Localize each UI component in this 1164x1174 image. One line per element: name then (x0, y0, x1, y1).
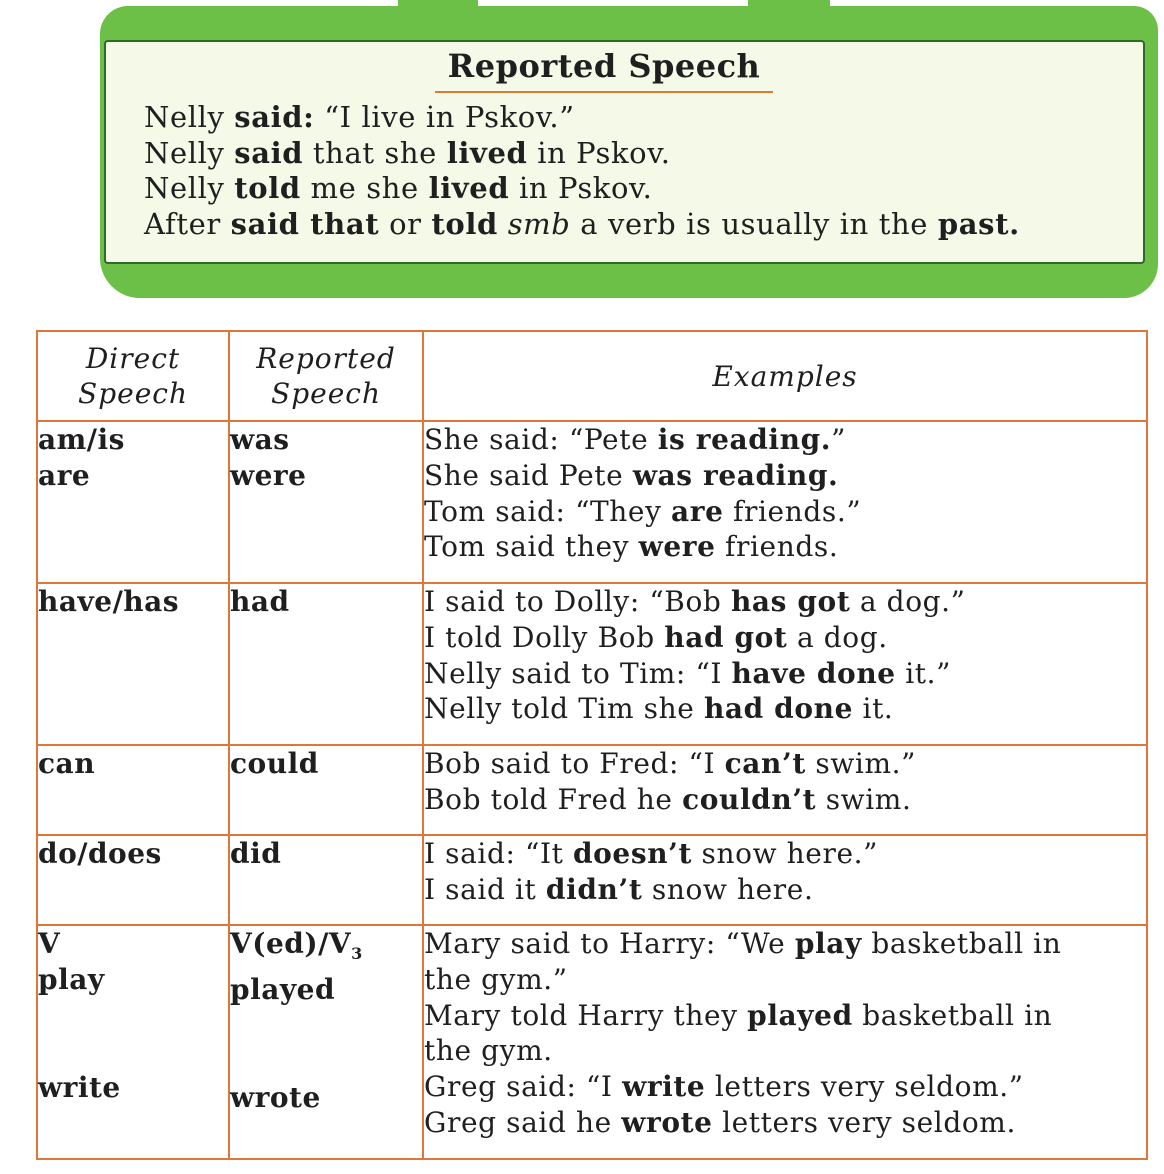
text: I said: “It (424, 837, 573, 870)
bold-text: are (671, 494, 724, 528)
example-line (424, 926, 1146, 962)
table-row (37, 583, 1147, 745)
bold-text: didn’t (545, 872, 643, 906)
table-row (37, 925, 1147, 1159)
reported-speech-cell (229, 745, 423, 835)
text: Tom said they (424, 530, 639, 564)
text: letters very seldom. (712, 1105, 1016, 1139)
example-line (424, 782, 1146, 818)
text: that she (303, 135, 447, 170)
reported-speech-cell (229, 421, 423, 583)
text: a dog.” (850, 585, 966, 618)
text: letters very seldom.” (705, 1070, 1024, 1104)
verb-form: $V(ed)/V_3$ (230, 927, 363, 963)
text: Mary said to Harry: “We (424, 927, 795, 960)
text: Bob said to Fred: “I (424, 747, 725, 780)
text: She said Pete (424, 458, 633, 492)
direct-speech-cell (37, 421, 229, 583)
text: Nelly (144, 135, 235, 170)
text: Bob told Fred he (424, 782, 683, 816)
header-reported-line: Speech (271, 377, 381, 410)
example-line (424, 458, 1146, 494)
bold-text: has got (730, 585, 851, 618)
text: She said: “Pete (424, 423, 658, 456)
verb-form: can (38, 747, 96, 780)
rule-line (144, 100, 1020, 136)
text: ” (831, 423, 847, 456)
text: I told Dolly Bob (424, 620, 665, 654)
rule-box-title: Reported Speech (435, 47, 773, 93)
text: a verb is usually in the (570, 206, 938, 241)
direct-speech-cell (37, 745, 229, 835)
verb-form: play (38, 963, 105, 996)
header-direct-line: Direct (85, 342, 181, 375)
bold-text: told (234, 171, 301, 206)
text: friends.” (723, 494, 862, 528)
verb-form: had (230, 585, 290, 618)
example-line (424, 656, 1146, 692)
text: “I live in Pskov.” (314, 100, 575, 134)
table-row (37, 835, 1147, 925)
text: it.” (895, 656, 952, 690)
example-line (424, 836, 1146, 872)
bold-text: lived (428, 171, 510, 206)
verb-form: wrote (230, 1081, 321, 1114)
rule-line (144, 207, 1020, 243)
text: it. (853, 692, 894, 726)
text: friends. (715, 530, 839, 564)
bold-text: is reading. (657, 423, 832, 456)
text: snow here. (642, 872, 814, 906)
text: After (144, 206, 231, 241)
text: Tom said: “They (424, 494, 671, 528)
example-line (424, 422, 1146, 458)
text: in Pskov. (509, 171, 653, 206)
text: a dog. (787, 620, 888, 654)
text: the gym. (424, 1034, 553, 1068)
bold-text: past. (937, 206, 1020, 241)
verb-form: have/has (38, 585, 180, 618)
direct-speech-cell (37, 925, 229, 1159)
examples-cell (423, 745, 1147, 835)
example-line (424, 691, 1146, 727)
verb-form: am/is (38, 423, 125, 456)
verb-form: write (38, 1071, 121, 1104)
header-reported-line: Reported (256, 342, 396, 375)
bold-text: had done (703, 692, 854, 726)
example-line (424, 620, 1146, 656)
rule-line (144, 171, 1020, 207)
reported-speech-cell (229, 925, 423, 1159)
text: in Pskov. (527, 135, 671, 170)
bold-text: played (747, 998, 853, 1032)
reported-speech-table (36, 330, 1148, 1160)
example-line (424, 529, 1146, 565)
verb-subscript: 3 (351, 944, 363, 963)
text: Nelly told Tim she (424, 692, 704, 726)
example-line (424, 872, 1146, 908)
text: Greg said he (424, 1105, 622, 1139)
rule-line (144, 136, 1020, 172)
bold-text: was reading. (632, 458, 839, 492)
bold-text: were (638, 530, 716, 564)
example-line (424, 1105, 1146, 1141)
examples-cell (423, 925, 1147, 1159)
header-direct-speech (37, 331, 229, 421)
bold-text: write (622, 1070, 706, 1104)
bold-text: play (794, 927, 862, 960)
text: swim. (816, 782, 912, 816)
reported-speech-cell (229, 583, 423, 745)
text: or (379, 206, 432, 241)
text: Mary told Harry they (424, 998, 748, 1032)
bold-text: said (234, 135, 304, 170)
bold-text: couldn’t (682, 782, 817, 816)
verb-form (38, 998, 228, 1070)
direct-speech-cell (37, 835, 229, 925)
example-line (424, 1033, 1146, 1069)
rule-box-lines (144, 100, 1020, 242)
text: snow here.” (692, 837, 879, 870)
text: the gym.” (424, 962, 568, 996)
italic-text: smb (507, 206, 571, 241)
bold-text: doesn’t (572, 837, 693, 870)
verb-form: were (230, 459, 307, 492)
bold-text: lived (446, 135, 528, 170)
text: Greg said: “I (424, 1070, 623, 1104)
verb-form: V (38, 927, 61, 960)
example-line (424, 962, 1146, 998)
verb-form: did (230, 837, 282, 870)
example-line (424, 584, 1146, 620)
text (498, 207, 508, 241)
table-row (37, 745, 1147, 835)
verb-form: could (230, 747, 319, 780)
text: basketball in (861, 927, 1062, 960)
header-direct-line: Speech (78, 377, 188, 410)
bold-text: had got (664, 620, 788, 654)
example-line (424, 494, 1146, 530)
examples-cell (423, 583, 1147, 745)
examples-cell (423, 421, 1147, 583)
table-row (37, 421, 1147, 583)
text: swim.” (805, 747, 917, 780)
bold-text: have done (731, 656, 896, 690)
examples-cell (423, 835, 1147, 925)
bold-text: wrote (621, 1105, 713, 1139)
verb-form (230, 1008, 422, 1080)
text: I said it (424, 872, 546, 906)
verb-form: do/does (38, 837, 162, 870)
bold-text: can’t (724, 747, 806, 780)
text: Nelly (144, 100, 235, 134)
direct-speech-cell (37, 583, 229, 745)
text: me she (300, 171, 429, 206)
example-line (424, 1069, 1146, 1105)
verb-form: was (230, 423, 290, 456)
example-line (424, 998, 1146, 1034)
verb-form: played (230, 973, 336, 1006)
bold-text: said that (230, 206, 380, 241)
text: I said to Dolly: “Bob (424, 585, 731, 618)
bold-text: said: (234, 100, 315, 134)
reported-speech-cell (229, 835, 423, 925)
text: basketball in (852, 998, 1053, 1032)
header-examples: Examples (423, 331, 1147, 421)
table-body (37, 421, 1147, 1159)
table-header-row (37, 331, 1147, 421)
text: Nelly said to Tim: “I (424, 656, 732, 690)
verb-form: are (38, 459, 91, 492)
header-reported-speech (229, 331, 423, 421)
bold-text: told (431, 206, 498, 241)
text: Nelly (144, 171, 235, 206)
example-line (424, 746, 1146, 782)
